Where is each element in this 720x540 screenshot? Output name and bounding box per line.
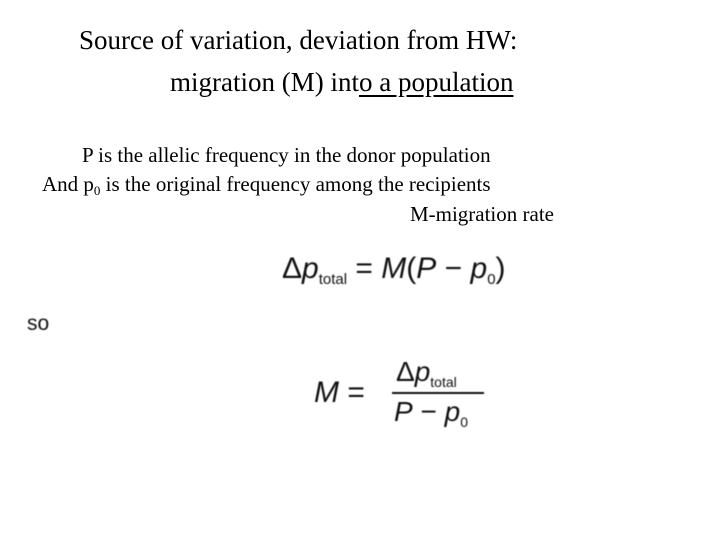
f2-lhs	[314, 376, 365, 410]
f2-den-sub: 0	[460, 414, 468, 430]
f2-equals: =	[339, 376, 365, 409]
f1-P: P	[416, 252, 437, 285]
title-underlined-part: o a population	[358, 67, 514, 97]
formula-migration-rate	[314, 352, 494, 432]
f2-num-sub: total	[430, 374, 457, 390]
title-plain-part: migration (M) int	[170, 67, 359, 97]
line2-before: And p	[42, 172, 94, 196]
body-line-donor-frequency: P is the allelic frequency in the donor population	[82, 143, 491, 167]
f2-numerator	[396, 356, 457, 390]
f1-open-paren: (	[406, 252, 417, 285]
f1-delta: Δ	[282, 252, 303, 285]
line2-subscript: 0	[93, 183, 101, 198]
f1-equals: =	[347, 252, 382, 285]
f1-p0: p	[470, 252, 488, 285]
formula-delta-p-total	[282, 252, 506, 288]
body-line-migration-rate: M-migration rate	[409, 202, 554, 226]
body-line-original-frequency	[42, 171, 491, 204]
f2-den-minus: −	[412, 396, 445, 427]
f1-minus: −	[436, 252, 471, 285]
f2-fraction-bar	[392, 392, 484, 394]
f2-den-P: P	[394, 396, 413, 427]
slide-title-line-2	[170, 66, 513, 98]
f2-num-p: p	[414, 356, 431, 387]
so-label: so	[27, 312, 50, 335]
f2-num-delta: Δ	[396, 356, 415, 387]
line2-after: is the original frequency among the recipients	[100, 172, 491, 196]
f2-M: M	[314, 376, 339, 409]
f1-close-paren: )	[495, 252, 506, 285]
f1-sub-total: total	[318, 271, 348, 288]
f1-M: M	[381, 252, 407, 285]
f2-den-p: p	[444, 396, 461, 427]
f1-p: p	[302, 252, 319, 285]
f1-sub-0: 0	[487, 271, 496, 288]
slide-title-line-1: Source of variation, deviation from HW:	[79, 25, 518, 55]
f2-denominator	[394, 396, 468, 430]
